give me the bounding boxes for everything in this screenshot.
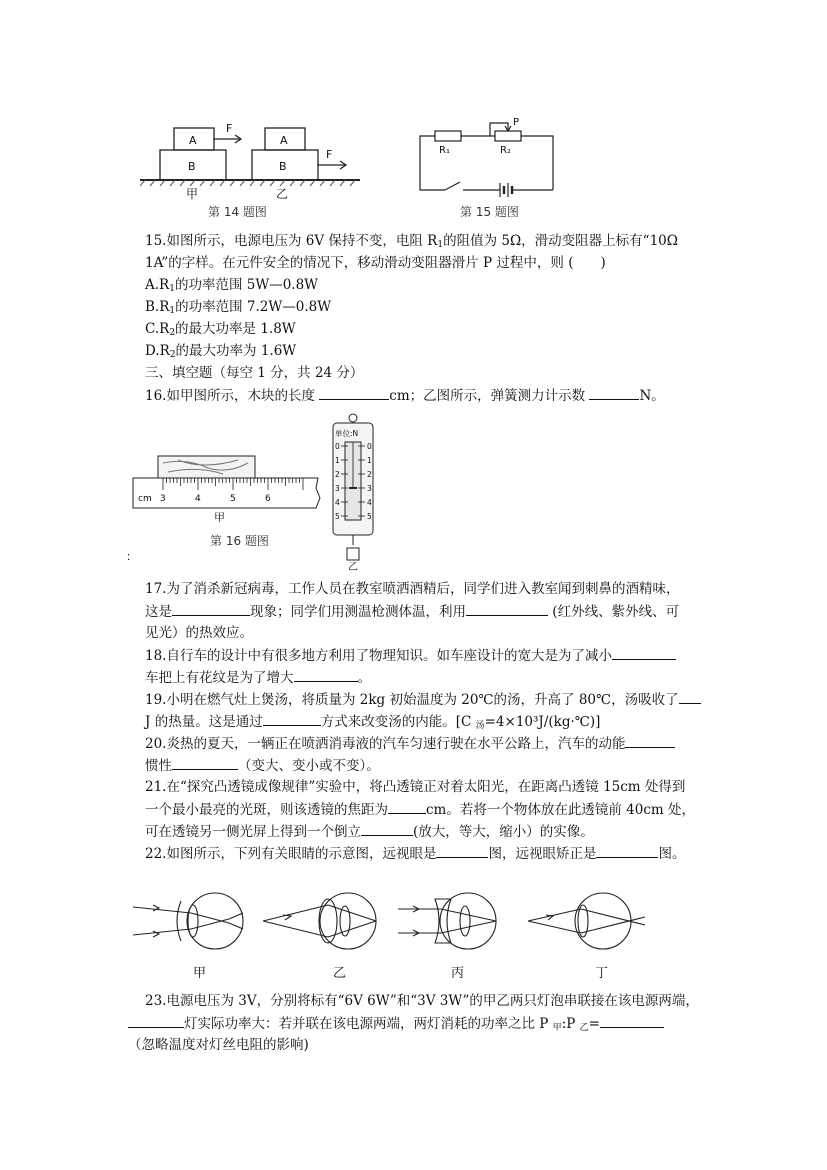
q15-line1: 15.如图所示，电源电压为 6V 保持不变，电阻 $R_1$的阻值为 5Ω，滑动变阻器上标有“10Ω <box>145 233 678 250</box>
fig15-caption: 第 15 题图 <box>460 205 519 219</box>
eye-yi <box>320 893 376 949</box>
figure-15 <box>415 118 565 198</box>
q19-line1: 19.小明在燃气灶上煲汤，将质量为 2kg 初始温度为 20℃的汤，升高了 80℃，汤吸收了 <box>145 690 701 709</box>
label-a-right: A <box>280 134 288 147</box>
label-jia: 甲 <box>214 511 225 524</box>
fig16-caption: 第 16 题图 <box>210 534 269 548</box>
blank[interactable] <box>612 646 676 660</box>
label-yi: 乙 <box>348 562 358 573</box>
blank[interactable] <box>128 1014 184 1028</box>
blank[interactable] <box>319 386 389 400</box>
svg-text:1: 1 <box>367 456 372 465</box>
label-yi: 乙 <box>276 187 289 201</box>
blank[interactable] <box>172 756 238 770</box>
q20-line1: 20.炎热的夏天，一辆正在喷洒消毒液的汽车匀速行驶在水平公路上，汽车的动能 <box>145 734 675 753</box>
eye-jia <box>187 893 243 949</box>
blank[interactable] <box>294 668 358 682</box>
q15-option-a: $A.R_1$的功率范围 5W—0.8W <box>145 277 319 294</box>
blank[interactable] <box>625 734 675 748</box>
label-yi: 乙 <box>333 966 347 981</box>
svg-text:3: 3 <box>335 484 340 493</box>
tick-label: 4 <box>195 494 201 504</box>
blank[interactable] <box>263 712 321 726</box>
label-jia: 甲 <box>193 966 207 981</box>
svg-text:5: 5 <box>367 512 372 521</box>
scale-unit: 单位:N <box>335 429 359 438</box>
label-a-left: A <box>189 134 197 147</box>
q18-line1: 18.自行车的设计中有很多地方利用了物理知识。如车座设计的宽大是为了减小 <box>145 646 676 665</box>
label-b-left: B <box>188 160 196 173</box>
q21-line1: 21.在“探究凸透镜成像规律”实验中，将凸透镜正对着太阳光，在距离凸透镜 15cm 处得到 <box>145 779 686 795</box>
svg-text:0: 0 <box>367 442 372 451</box>
tick-label: 3 <box>160 494 166 504</box>
q21-line3: 可在透镜另一侧光屏上得到一个倒立 (放大，等大，缩小）的实像。 <box>145 824 594 840</box>
blank[interactable] <box>361 822 413 836</box>
svg-text:4: 4 <box>335 498 340 507</box>
label-ding: 丁 <box>595 966 609 981</box>
svg-text:4: 4 <box>367 498 372 507</box>
tick-label: 6 <box>265 494 271 504</box>
eye-bing <box>440 893 496 949</box>
svg-text:5: 5 <box>335 512 340 521</box>
blank[interactable] <box>589 386 639 400</box>
tick-label: 5 <box>230 494 236 504</box>
q17-line2: 这是 现象；同学们用测温枪测体温，利用 (红外线、紫外线、可 <box>145 604 680 620</box>
blank[interactable] <box>172 602 250 616</box>
label-p: P <box>513 118 520 128</box>
q22-line: 22.如图所示，下列有关眼睛的示意图，远视眼是 图，远视眼矫正是 图。 <box>145 846 686 862</box>
blank[interactable] <box>466 602 548 616</box>
q15-line2: 1A”的字样。在元件安全的情况下，移动滑动变阻器滑片 P 过程中，则 ( ) <box>145 255 606 271</box>
q23-line2: 灯实际功率大：若并联在该电源两端，两灯消耗的功率之比 P $_甲$:P $_乙$= <box>128 1014 664 1037</box>
svg-text:2: 2 <box>367 470 372 479</box>
q21-line2: 一个最小最亮的光斑，则该透镜的焦距为 cm。若将一个物体放在此透镜前 40cm 处， <box>145 802 695 818</box>
eye-ding <box>575 893 631 949</box>
q20-line2: 惯性 （变大、变小或不变）。 <box>145 758 380 774</box>
svg-text:3: 3 <box>367 484 372 493</box>
blank[interactable] <box>436 844 488 858</box>
q17-line1: 17.为了消杀新冠病毒，工作人员在教室喷洒酒精后，同学们进入教室闻到刺鼻的酒精味， <box>145 581 680 597</box>
q15-option-d: $D.R_2$的最大功率为 1.6W <box>145 343 297 360</box>
q17-line3: 见光）的热效应。 <box>145 625 253 641</box>
blank[interactable] <box>600 1014 664 1028</box>
label-r1: R₁ <box>439 145 450 156</box>
resistor-r2 <box>495 131 521 141</box>
figure-22 <box>133 885 653 985</box>
label-r2: R₂ <box>500 145 511 156</box>
section-3-heading: 三、填空题（每空 1 分，共 24 分） <box>145 365 364 381</box>
blank[interactable] <box>679 690 701 704</box>
q15-option-b: $B.R_1$的功率范围 7.2W—0.8W <box>145 299 332 316</box>
q23-line3: （忽略温度对灯丝电阻的影响) <box>128 1037 309 1053</box>
svg-text:2: 2 <box>335 470 340 479</box>
svg-text:0: 0 <box>335 442 340 451</box>
svg-text:1: 1 <box>335 456 340 465</box>
q18-line2: 车把上有花纹是为了增大 。 <box>145 670 371 686</box>
label-f-right: F <box>326 148 333 161</box>
q15-option-c: $C.R_2$的最大功率是 1.8W <box>145 321 296 338</box>
q16-line: 16.如甲图所示，木块的长度 cm；乙图所示，弹簧测力计示数 N。 <box>145 388 665 404</box>
resistor-r1 <box>435 131 461 141</box>
blank[interactable] <box>388 800 426 814</box>
figure-14 <box>140 118 370 208</box>
fig14-caption: 第 14 题图 <box>208 205 267 219</box>
q23-line1: 23.电源电压为 3V，分别将标有“6V 6W”和“3V 3W”的甲乙两只灯泡串联接在该电源两端， <box>145 993 699 1009</box>
tick-label: cm <box>138 494 152 504</box>
stray-colon: ： <box>126 550 137 563</box>
label-jia: 甲 <box>186 187 199 201</box>
label-f-left: F <box>226 122 233 135</box>
label-b-right: B <box>279 160 287 173</box>
label-bing: 丙 <box>451 966 465 981</box>
q19-line2: J 的热量。这是通过 方式来改变汤的内能。[C $_汤$=4×10³J/(kg·℃)] <box>145 714 601 731</box>
blank[interactable] <box>596 844 658 858</box>
